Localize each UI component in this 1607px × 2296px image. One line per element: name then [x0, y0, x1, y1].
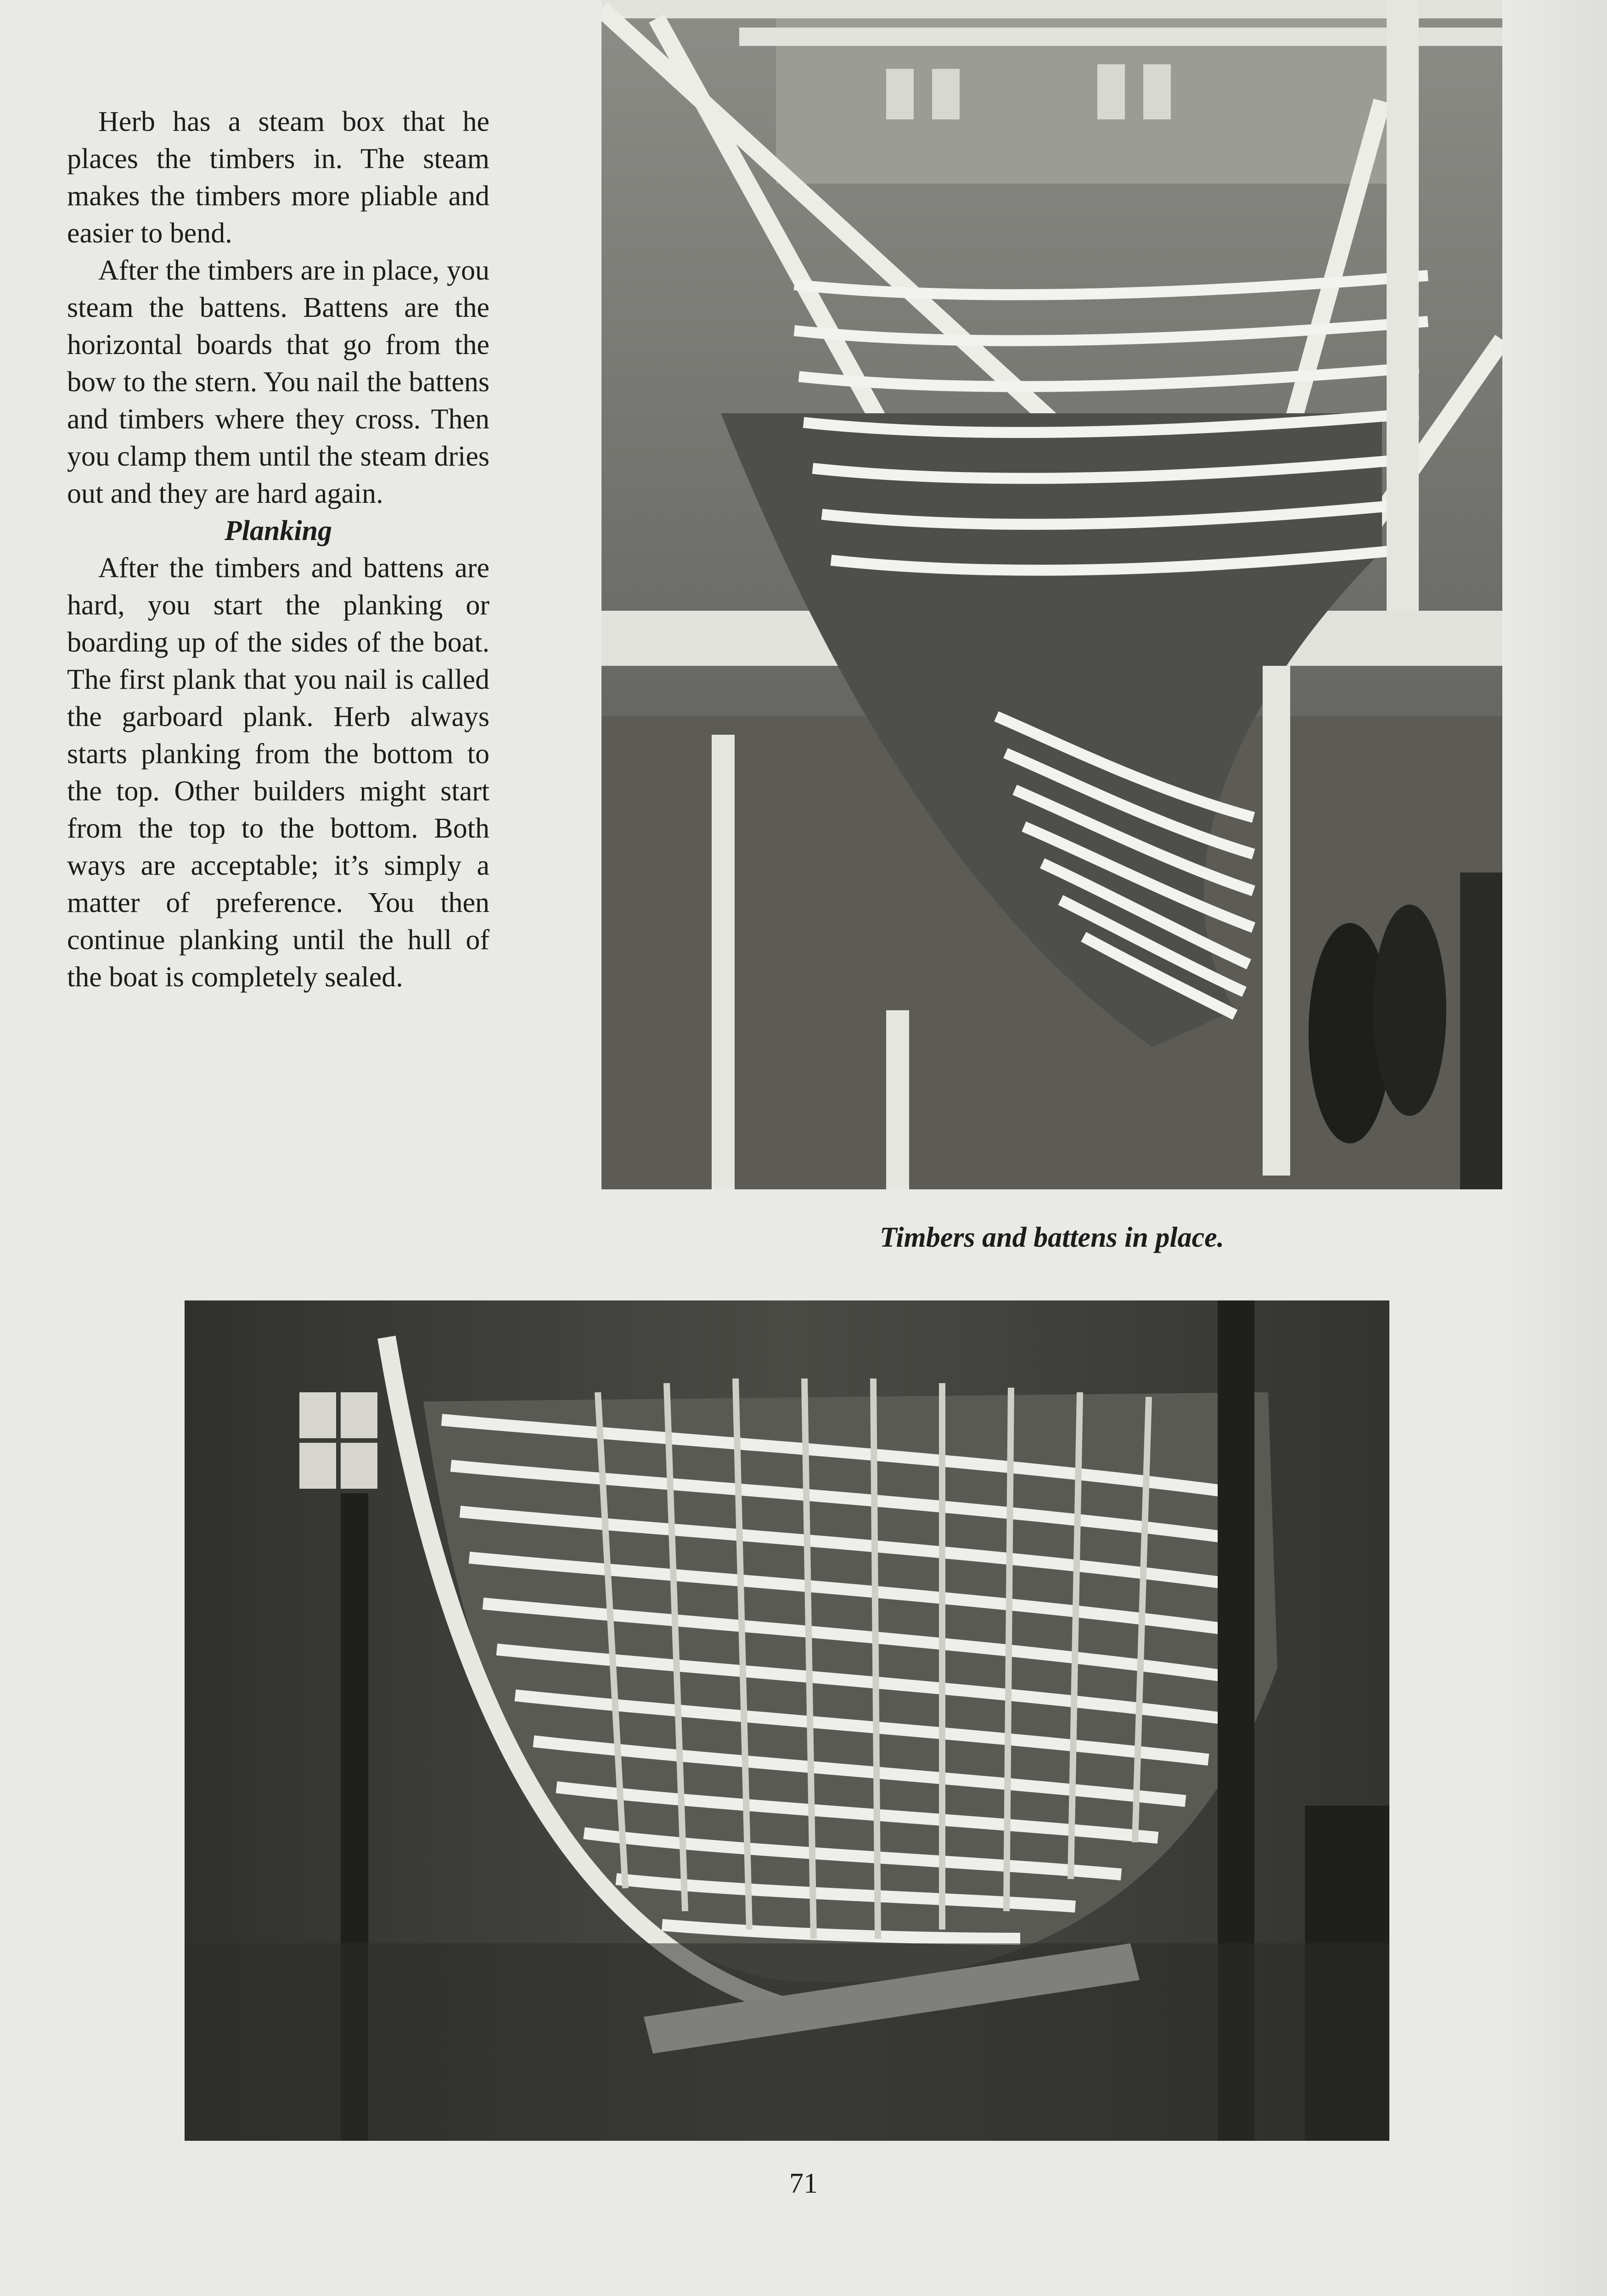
- article-text-column: [67, 103, 489, 996]
- page-number: 71: [789, 2168, 818, 2199]
- paragraph-steam-box: Herb has a steam box that he places the timbers in. The steam makes the timbers more pliable and easier to bend.: [67, 106, 489, 249]
- photo-timbers-and-battens: [601, 0, 1502, 1189]
- photo-hull-framework: [185, 1300, 1389, 2141]
- paragraph-planking: After the timbers and battens are hard, you start the planking or boarding up of the sides of the boat. The first plank that you nail is called the garboard plank. Herb always starts planking from the bottom to the top. Other builders might start from the top to the bottom. Both ways are acceptable; it’s simply a matter of preference. You then continue planking until the hull of the boat is completely sealed.: [67, 552, 489, 993]
- photo-timbers-and-battens-image: [601, 0, 1502, 1189]
- paragraph-battens: After the timbers are in place, you steam the battens. Battens are the horizontal boards that go from the bow to the stern. You nail the battens and timbers where they cross. Then you clamp them until the steam dries out and they are hard again.: [67, 255, 489, 509]
- section-heading-planking: Planking: [224, 515, 332, 546]
- photo-hull-framework-image: [185, 1300, 1389, 2141]
- figure-caption: Timbers and battens in place.: [879, 1222, 1225, 1253]
- page-edge-shadow: [1501, 0, 1607, 2296]
